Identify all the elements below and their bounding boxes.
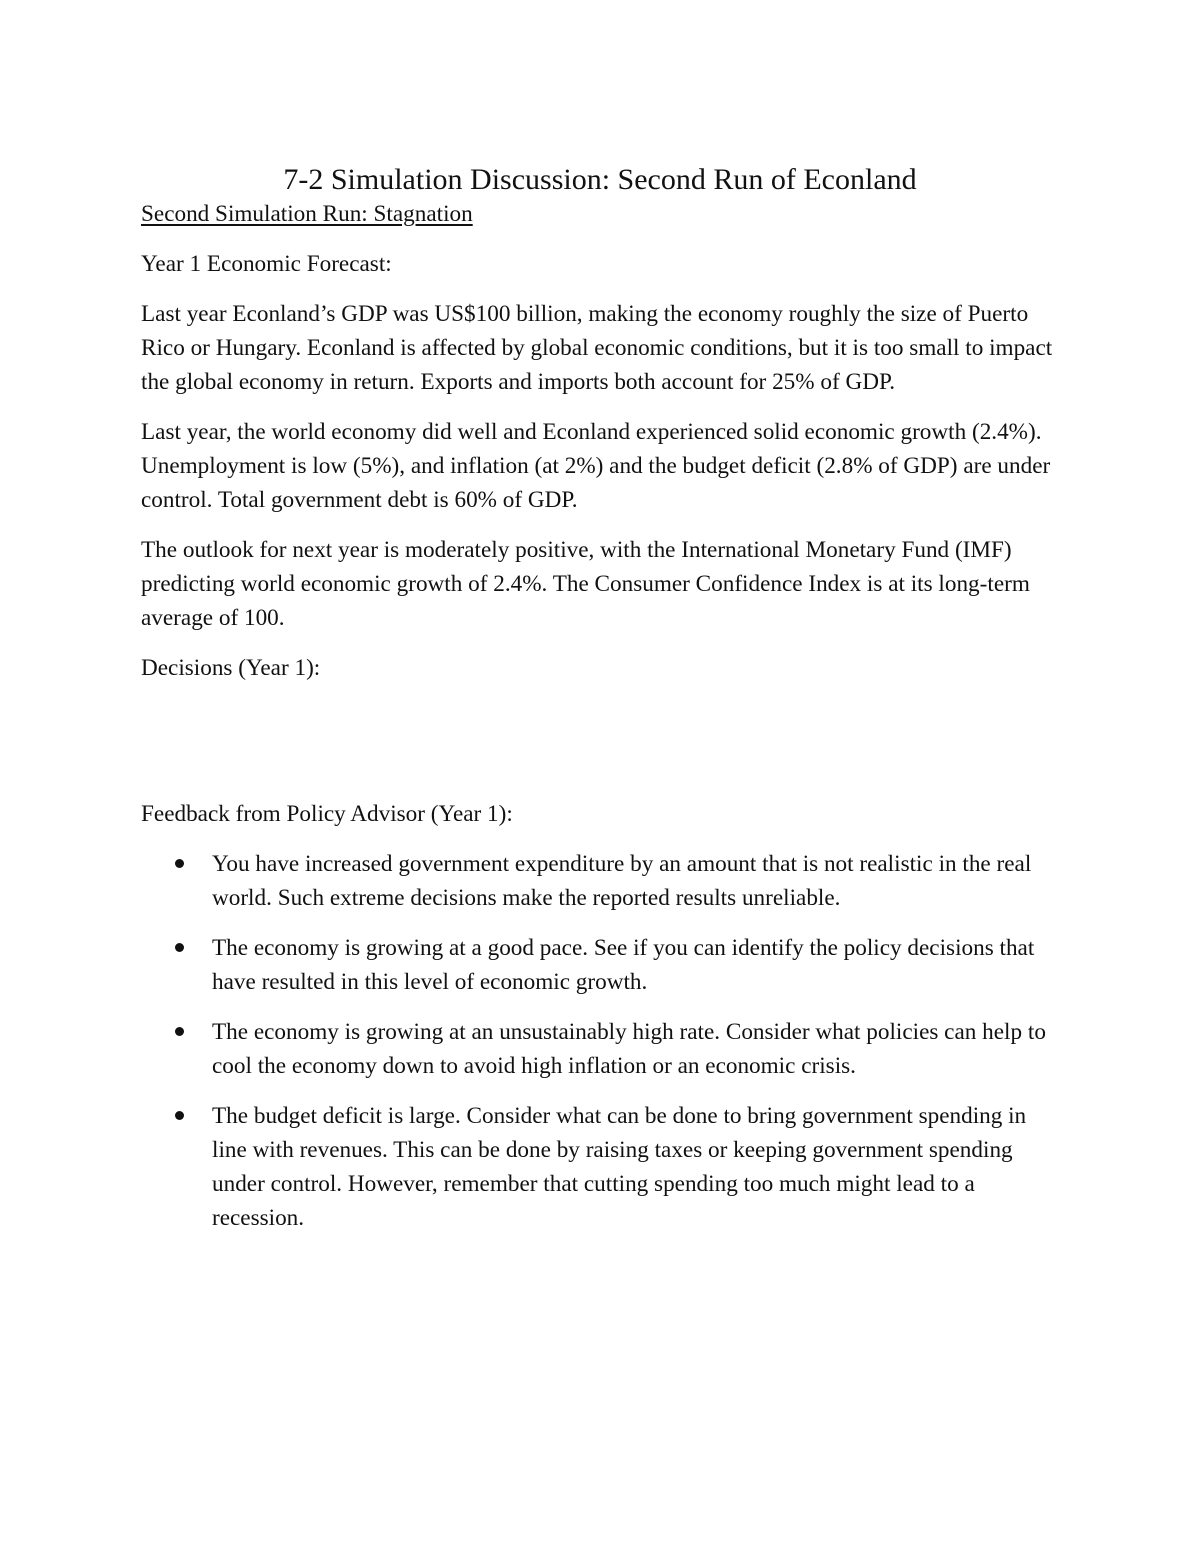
bullet-icon	[175, 1111, 184, 1120]
feedback-item-text: You have increased government expenditure by an amount that is not realistic in the real world. Such extreme decisions make the reported results unreliable.	[212, 851, 1032, 911]
document-body	[141, 197, 1061, 1251]
feedback-item	[141, 931, 1061, 999]
decisions-heading: Decisions (Year 1):	[141, 655, 321, 681]
feedback-item	[141, 1099, 1061, 1235]
bullet-icon	[175, 1027, 184, 1036]
section-subheading: Second Simulation Run: Stagnation	[141, 201, 473, 227]
page-title: 7-2 Simulation Discussion: Second Run of Econland	[283, 163, 917, 197]
bullet-icon	[175, 943, 184, 952]
paragraph-gdp: Last year Econland’s GDP was US$100 billion, making the economy roughly the size of Puerto Rico or Hungary. Econland is affected by global economic conditions, but it is too small to impact the global economy in return. Exports and imports both account for 25% of GDP.	[141, 301, 1053, 395]
bullet-icon	[175, 859, 184, 868]
feedback-heading: Feedback from Policy Advisor (Year 1):	[141, 801, 513, 827]
feedback-item-text: The budget deficit is large. Consider what can be done to bring government spending in line with revenues. This can be done by raising taxes or keeping government spending under control. However, remember that cutting spending too much might lead to a recession.	[212, 1103, 1027, 1231]
feedback-item-text: The economy is growing at a good pace. See if you can identify the policy decisions that have resulted in this level of economic growth.	[212, 935, 1035, 995]
feedback-item	[141, 1015, 1061, 1083]
paragraph-outlook: The outlook for next year is moderately positive, with the International Monetary Fund (IMF) predicting world economic growth of 2.4%. The Consumer Confidence Index is at its long-term average of 100.	[141, 537, 1030, 631]
feedback-list	[141, 847, 1061, 1235]
feedback-item	[141, 847, 1061, 915]
forecast-heading: Year 1 Economic Forecast:	[141, 251, 392, 277]
paragraph-last-year: Last year, the world economy did well and Econland experienced solid economic growth (2.4%). Unemployment is low (5%), and inflation (at 2%) and the budget deficit (2.8% of GDP) are under control. Total government debt is 60% of GDP.	[141, 419, 1051, 513]
feedback-item-text: The economy is growing at an unsustainably high rate. Consider what policies can help to cool the economy down to avoid high inflation or an economic crisis.	[212, 1019, 1046, 1079]
